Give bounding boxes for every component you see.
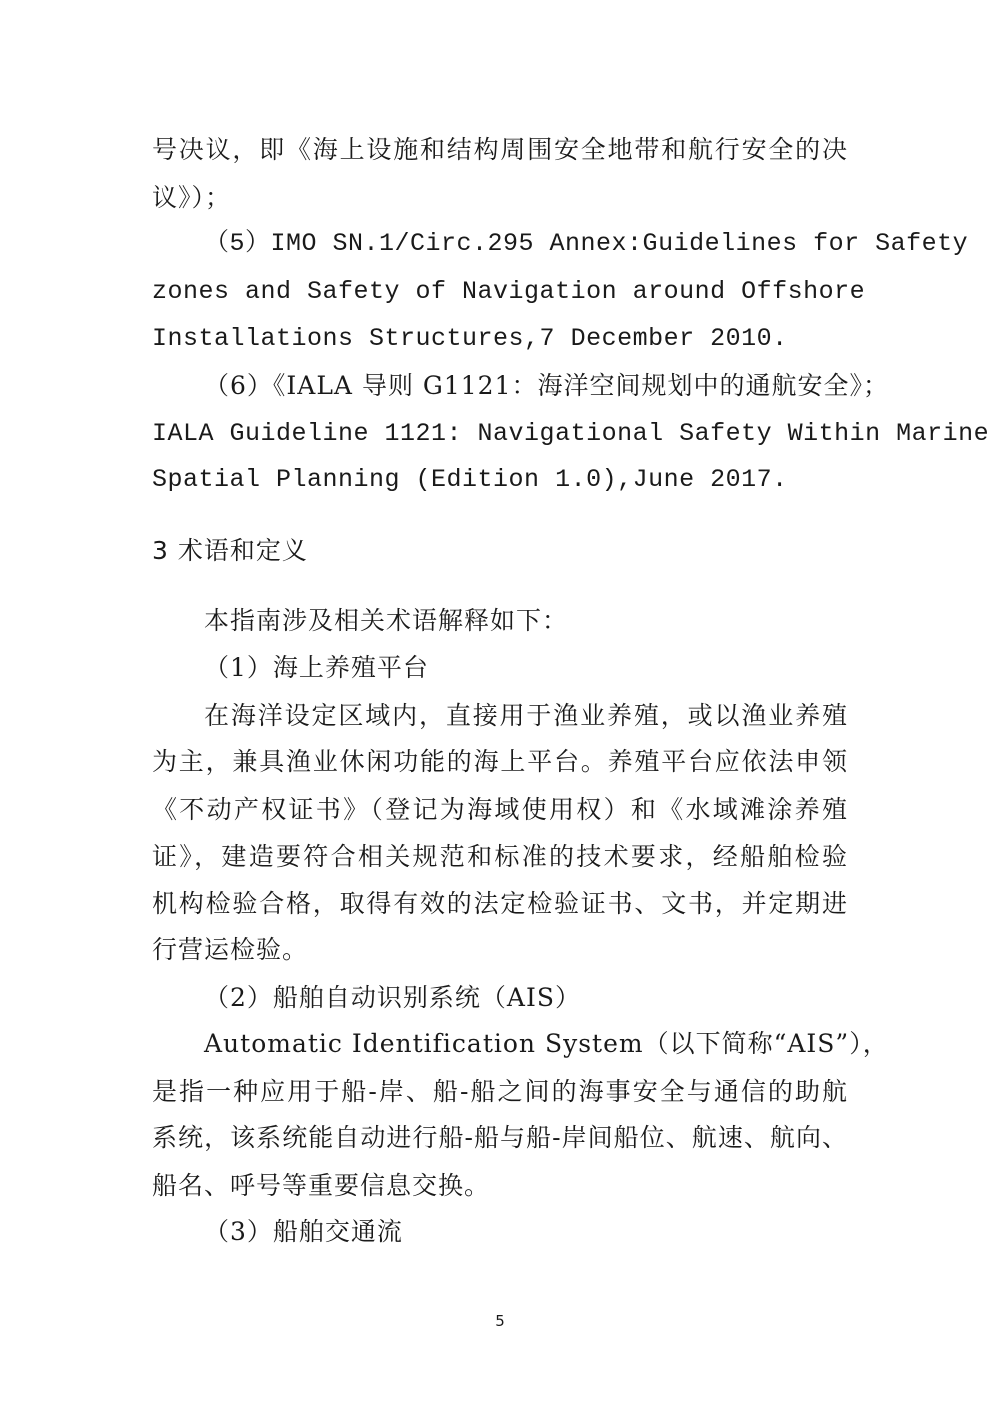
reference-item-6: （6）《IALA 导则 G1121：海洋空间规划中的通航安全》； xyxy=(204,371,889,400)
text-line: 船名、呼号等重要信息交换。 xyxy=(152,1171,491,1200)
term-heading-2: （2）船舶自动识别系统（AIS） xyxy=(204,983,581,1012)
text-line: 证》，建造要符合相关规范和标准的技术要求，经船舶检验 xyxy=(152,842,848,871)
text-line: 是指一种应用于船-岸、船-船之间的海事安全与通信的助航 xyxy=(152,1077,848,1106)
text-line: zones and Safety of Navigation around Offshore xyxy=(152,277,866,306)
term-heading-3: （3）船舶交通流 xyxy=(204,1217,403,1246)
text-line: Spatial Planning (Edition 1.0),June 2017. xyxy=(152,465,788,494)
reference-item-5: （5）IMO SN.1/Circ.295 Annex:Guidelines for Safety xyxy=(204,229,969,258)
text-line: 在海洋设定区域内，直接用于渔业养殖，或以渔业养殖 xyxy=(204,701,848,730)
text-line: Installations Structures,7 December 2010. xyxy=(152,324,788,353)
text-line: 号决议，即《海上设施和结构周围安全地带和航行安全的决 xyxy=(152,135,848,164)
text-line: 机构检验合格，取得有效的法定检验证书、文书，并定期进 xyxy=(152,889,848,918)
text-line: 《不动产权证书》（登记为海域使用权）和《水域滩涂养殖 xyxy=(152,795,848,824)
intro-paragraph: 本指南涉及相关术语解释如下： xyxy=(204,606,569,635)
page-number: 5 xyxy=(495,1312,505,1330)
text-line: 行营运检验。 xyxy=(152,935,309,964)
text-line: IALA Guideline 1121: Navigational Safety Within Marine xyxy=(152,419,990,448)
text-line: 为主，兼具渔业休闲功能的海上平台。养殖平台应依法申领 xyxy=(152,747,848,776)
term-heading-1: （1）海上养殖平台 xyxy=(204,653,429,682)
section-heading: 3 术语和定义 xyxy=(152,536,308,565)
text-line: Automatic Identification System（以下简称“AIS”）， xyxy=(204,1029,889,1058)
text-line: 系统，该系统能自动进行船-船与船-岸间船位、航速、航向、 xyxy=(152,1123,848,1152)
text-line: 议》）； xyxy=(152,183,232,212)
